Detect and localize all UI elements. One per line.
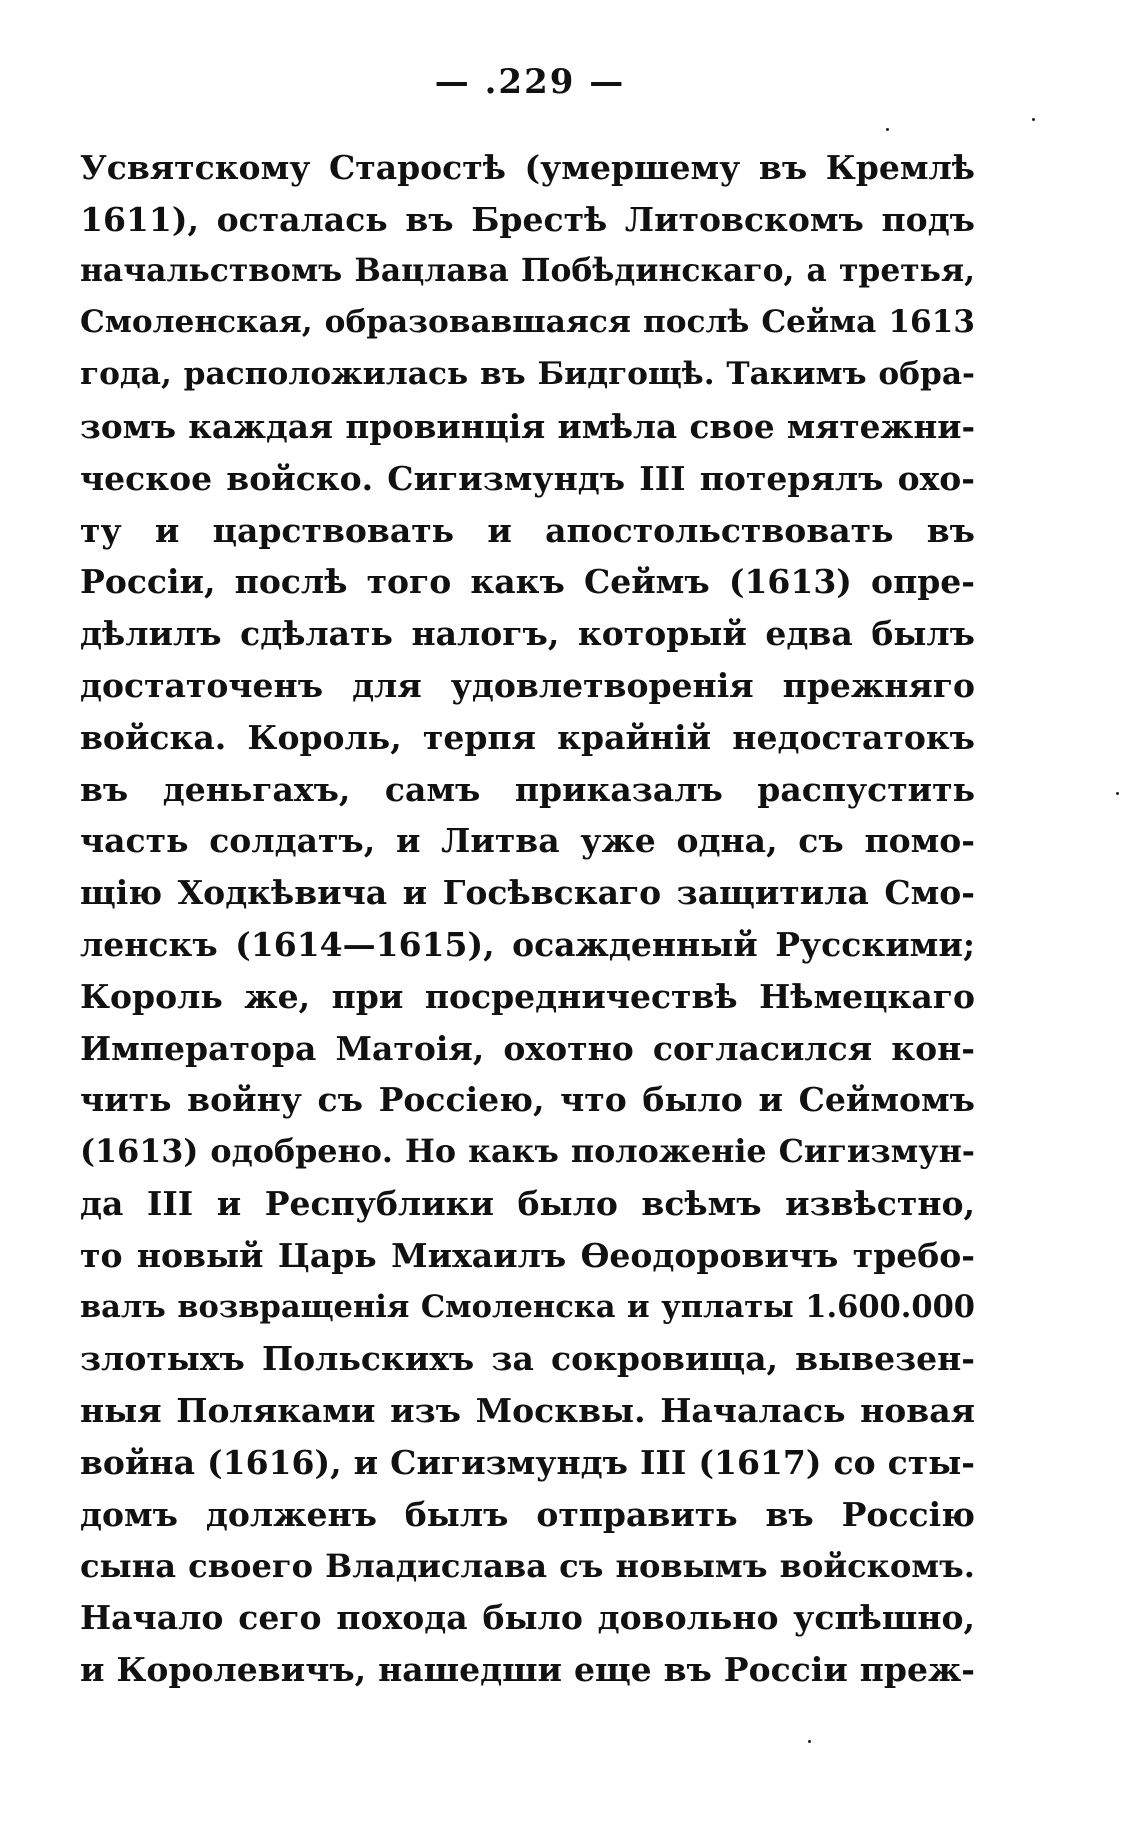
print-speck <box>808 1740 811 1743</box>
text-line: щію Ходкѣвича и Госѣвскаго защитила Смо- <box>80 873 975 913</box>
text-line: Король же, при посредничествѣ Нѣмецкаго <box>80 976 975 1016</box>
text-line: 1611), осталась въ Брестѣ Литовскомъ подъ <box>80 199 975 239</box>
text-line: домъ долженъ былъ отправить въ Россію <box>80 1494 975 1534</box>
text-line: (1613) одобрено. Но какъ положеніе Сигизмун- <box>80 1133 975 1171</box>
text-line: да III и Республики было всѣмъ извѣстно, <box>80 1183 975 1223</box>
print-speck <box>1032 118 1035 121</box>
text-line: начальствомъ Вацлава Побѣдинскаго, а третья, <box>80 252 975 289</box>
text-line: года, расположилась въ Бидгощѣ. Такимъ обра- <box>80 356 975 393</box>
text-line: войска. Король, терпя крайній недостатокъ <box>80 717 975 757</box>
text-line: то новый Царь Михаилъ Ѳеодоровичъ требо- <box>80 1235 975 1275</box>
text-line: война (1616), и Сигизмундъ III (1617) со сты- <box>80 1442 975 1482</box>
text-line: часть солдатъ, и Литва уже одна, съ помо- <box>80 821 975 861</box>
print-speck <box>1116 792 1119 795</box>
text-line: ленскъ (1614—1615), осажденный Русскими; <box>80 924 975 964</box>
text-line: достаточенъ для удовлетворенія прежняго <box>80 665 975 705</box>
text-line: валъ возвращенія Смоленска и уплаты 1.600.000 <box>80 1288 975 1325</box>
text-line: Усвятскому Старостѣ (умершему въ Кремлѣ <box>80 148 975 187</box>
text-line: дѣлилъ сдѣлать налогъ, который едва былъ <box>80 614 975 654</box>
text-line: Россіи, послѣ того какъ Сеймъ (1613) опре- <box>80 562 975 602</box>
text-line: и Королевичъ, нашедши еще въ Россіи преж- <box>80 1650 975 1690</box>
text-line: ческое войско. Сигизмундъ III потерялъ охо- <box>80 458 975 498</box>
page-number: — .229 — <box>434 62 626 102</box>
text-line: Императора Матоія, охотно согласился кон- <box>80 1028 975 1068</box>
text-line: ныя Поляками изъ Москвы. Началась новая <box>80 1391 975 1431</box>
text-line: ту и царствовать и апостольствовать въ <box>80 510 975 550</box>
text-line: Начало сего похода было довольно успѣшно, <box>80 1598 975 1638</box>
text-line: въ деньгахъ, самъ приказалъ распустить <box>80 769 975 809</box>
text-line: злотыхъ Польскихъ за сокровища, вывезен- <box>80 1339 975 1379</box>
text-line: чить войну съ Россіею, что было и Сеймомъ <box>80 1080 975 1120</box>
text-line: Смоленская, образовавшаяся послѣ Сейма 1613 <box>80 304 975 341</box>
print-speck <box>886 128 889 131</box>
text-line: зомъ каждая провинція имѣла свое мятежни- <box>80 406 975 446</box>
text-line: сына своего Владислава съ новымъ войскомъ. <box>80 1546 975 1585</box>
body-text <box>80 142 975 1696</box>
